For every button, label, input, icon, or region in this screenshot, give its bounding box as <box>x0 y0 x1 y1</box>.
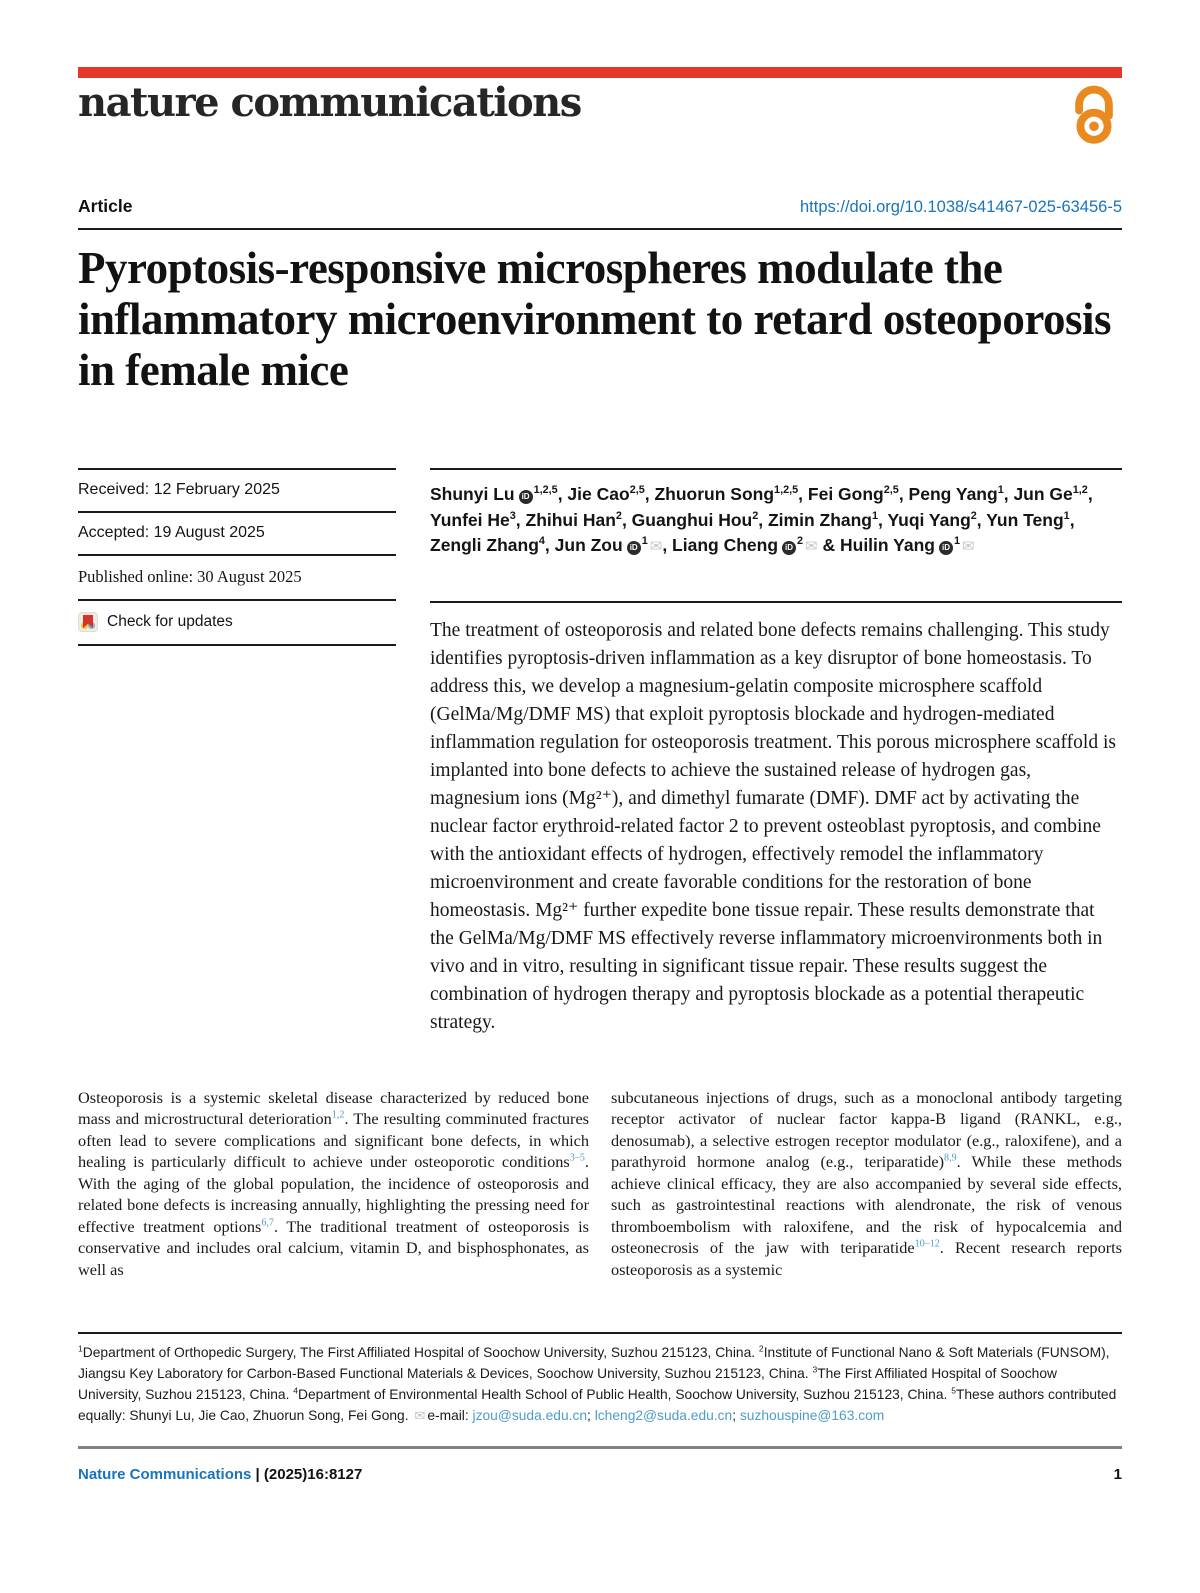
published-date: Published online: 30 August 2025 <box>78 556 396 601</box>
open-access-icon <box>1066 82 1122 146</box>
accepted-date: Accepted: 19 August 2025 <box>78 513 396 556</box>
email-link[interactable]: suzhouspine@163.com <box>739 1408 885 1423</box>
introduction-columns <box>78 1087 1122 1281</box>
footer-citation <box>78 1466 362 1483</box>
email-link[interactable]: jzou@suda.edu.cn <box>472 1408 588 1423</box>
masthead <box>78 80 1122 196</box>
doi-link[interactable]: https://doi.org/10.1038/s41467-025-63456-5 <box>800 198 1122 216</box>
intro-paragraph-right: subcutaneous injections of drugs, such as a monoclonal antibody targeting receptor activator of nuclear factor kappa-B ligand (RANKL, e.g., denosumab), a selective estrogen receptor modulator (e.g., raloxifene), and a parathyroid hormone analog (e.g., teriparatide)$^{8,9}$. While these methods achieve clinical efficacy, they are also accompanied by several side effects, such as gastrointestinal reactions with alendronate, the risk of venous thromboembolism with raloxifene, and the risk of hypocalcemia and osteonecrosis of the jaw with teriparatide$^{10-12}$. Recent research reports osteoporosis as a systemic <box>611 1087 1122 1279</box>
email-link[interactable]: lcheng2@suda.edu.cn <box>594 1408 733 1423</box>
page-title: Pyroptosis-responsive microspheres modulate the inflammatory microenvironment to retard osteoporosis in female mice <box>78 243 1112 395</box>
page-number: 1 <box>1113 1466 1122 1483</box>
footer-journal-link[interactable]: Nature Communications <box>78 1466 252 1483</box>
check-updates-label: Check for updates <box>107 613 233 630</box>
authors-and-abstract <box>430 468 1122 1037</box>
article-type-bar <box>78 196 1122 217</box>
author-list: Shunyi Lu iD$^{1,2,5}$, Jie Cao$^{2,5}$, Zhuorun Song$^{1,2,5}$, Fei Gong$^{2,5}$, Peng Yang$^1$, Jun Ge$^{1,2}$, Yunfei He$^3$, Zhihui Han$^2$, Guanghui Hou$^2$, Zimin Zhang$^1$, Yuqi Yang$^2$, Yun Teng$^1$, Zengli Zhang$^4$, Jun Zou $iD^1$ ✉, Liang Cheng $iD^2$ ✉ & Huilin Yang $iD^1$ ✉ <box>430 468 1122 560</box>
journal-logo: nature communications <box>78 79 581 126</box>
dates-sidebar <box>78 468 396 1037</box>
masthead-accent-bar <box>78 67 1122 78</box>
check-updates-icon <box>78 612 98 632</box>
footer-separator: | <box>251 1466 264 1483</box>
footer-divider <box>78 1446 1122 1449</box>
header-divider <box>78 228 1122 230</box>
check-for-updates-button[interactable] <box>78 601 396 646</box>
article-info-section <box>78 468 1122 1037</box>
page-footer <box>78 1466 1122 1483</box>
intro-paragraph-left: Osteoporosis is a systemic skeletal disease characterized by reduced bone mass and microstructural deterioration$^{1,2}$. The resulting comminuted fractures often lead to severe complications and significant bone defects, in which healing is particularly difficult to achieve under osteoporotic conditions$^{3-5}$. With the aging of the global population, the incidence of osteoporosis and related bone defects is increasing annually, highlighting the pressing need for effective treatment options$^{6,7}$. The traditional treatment of osteoporosis is conservative and includes oral calcium, vitamin D, and bisphosphonates, as well as <box>78 1087 590 1279</box>
received-date: Received: 12 February 2025 <box>78 470 396 513</box>
article-type-label: Article <box>78 196 133 216</box>
affiliations-footnote: $^1$Department of Orthopedic Surgery, The First Affiliated Hospital of Soochow University, Suzhou 215123, China. $^2$Institute of Functional Nano & Soft Materials (FUNSOM), Jiangsu Key Laboratory for Carbon-Based Functional Materials & Devices, Soochow University, Suzhou 215123, China. $^3$The First Affiliated Hospital of Soochow University, Suzhou 215123, China. $^4$Department of Environmental Health School of Public Health, Soochow University, Suzhou 215123, China. $^5$These authors contributed equally: Shunyi Lu, Jie Cao, Zhuorun Song, Fei Gong. ✉ e-mail: jzou@suda.edu.cn; lcheng2@suda.edu.cn; suzhouspine@163.com <box>78 1332 1122 1426</box>
footer-citation-number: (2025)16:8127 <box>263 1466 363 1483</box>
abstract: The treatment of osteoporosis and related bone defects remains challenging. This study identifies pyroptosis-driven inflammation as a key disruptor of bone homeostasis. To address this, we develop a magnesium-gelatin composite microsphere scaffold (GelMa/Mg/DMF MS) that exploit pyroptosis blockade and hydrogen-mediated inflammation regulation for osteoporosis treatment. This porous microsphere scaffold is implanted into bone defects to achieve the sustained release of hydrogen gas, magnesium ions (Mg²⁺), and dimethyl fumarate (DMF). DMF act by activating the nuclear factor erythroid-related factor 2 to prevent osteoblast pyroptosis, and combine with the antioxidant effects of hydrogen, effectively remodel the inflammatory microenvironment and create favorable conditions for the restoration of bone homeostasis. Mg²⁺ further expedite bone tissue repair. These results demonstrate that the GelMa/Mg/DMF MS effectively reverse inflammatory microenvironments both in vivo and in vitro, resulting in significant tissue repair. These results suggest the combination of hydrogen therapy and pyroptosis blockade as a potential therapeutic strategy. <box>430 601 1122 1037</box>
